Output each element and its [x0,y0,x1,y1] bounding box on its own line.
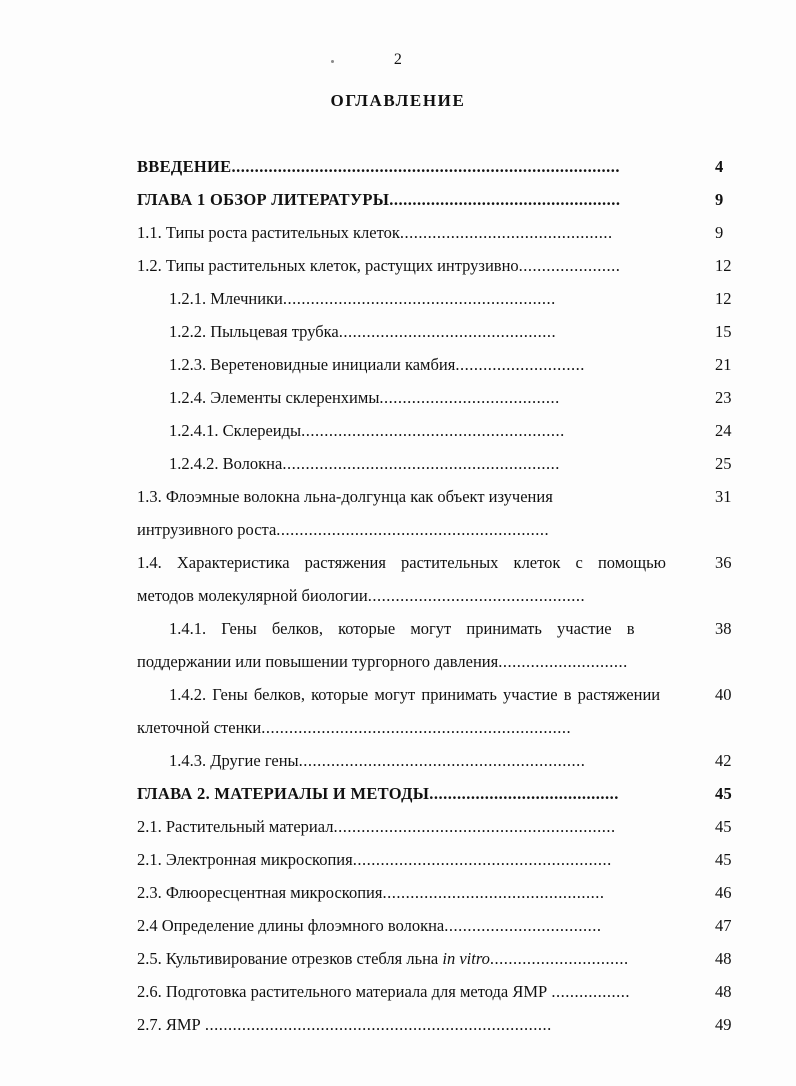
toc-entry-label-italic: in vitro [442,949,490,968]
toc-entry-line [137,183,737,216]
toc-entry-line [137,777,737,810]
toc-entry[interactable] [137,678,737,744]
toc-leader-dots: ............................................... [338,322,557,341]
toc-leader-dots: ......................................................... [301,421,565,440]
toc-leader-dots: ................................................ [382,883,605,902]
toc-page-number: 15 [715,322,732,341]
toc-leader-dots: ........................................................... [282,289,556,308]
toc-page-number: 45 [715,784,733,803]
toc-continuation-leader-dots: ............................ [498,652,628,671]
toc-entry[interactable] [137,975,737,1008]
toc-entry-label: 2.4 Определение длины флоэмного волокна [137,916,445,935]
toc-leader-dots: .................................................................................... [231,157,620,176]
toc-continuation-leader-dots: ................................................................... [261,718,572,737]
toc-entry-line [137,249,737,282]
toc-entry[interactable] [137,348,737,381]
toc-page-number: 9 [715,190,724,209]
toc-entry-line [137,480,737,513]
toc-entry-label: 2.5. Культивирование отрезков стебля льна [137,949,443,968]
table-of-contents [137,150,737,1041]
toc-entry[interactable] [137,810,737,843]
toc-entry-continuation-text: поддержании или повышении тургорного давления [137,652,499,671]
toc-leader-dots: .............................................................. [298,751,586,770]
toc-page-number: 36 [715,553,732,572]
toc-page-number: 21 [715,355,732,374]
toc-entry-label: 1.4.2. Гены белков, которые могут принимать участие в растяжении [169,685,661,704]
toc-entry-line [137,744,737,777]
page-title: ОГЛАВЛЕНИЕ [330,91,466,110]
toc-entry-label: ГЛАВА 1 ОБЗОР ЛИТЕРАТУРЫ [137,190,390,209]
toc-entry-line [137,348,737,381]
toc-entry[interactable] [137,546,737,612]
toc-entry[interactable] [137,381,737,414]
toc-entry-line [137,678,739,711]
toc-entry[interactable] [137,876,737,909]
toc-entry-line [137,975,737,1008]
toc-page-number: 45 [715,817,732,836]
toc-entry-label: 1.3. Флоэмные волокна льна-долгунца как объект изучения [137,487,553,506]
toc-leader-dots: ........................................................ [352,850,612,869]
toc-entry[interactable] [137,414,737,447]
toc-entry[interactable] [137,612,737,678]
toc-entry-label: 1.4. Характеристика растяжения растительных клеток с помощью [137,553,666,572]
toc-page-number: 24 [715,421,732,440]
toc-entry-label: ВВЕДЕНИЕ [137,157,232,176]
toc-entry[interactable] [137,150,737,183]
toc-page-number: 38 [715,619,732,638]
toc-entry-line [137,876,737,909]
toc-entry-line [137,282,737,315]
toc-leader-dots: ............................ [455,355,585,374]
toc-entry-line [137,843,737,876]
toc-entry-label: 1.2.2. Пыльцевая трубка [169,322,339,341]
toc-entry-continuation [137,513,737,546]
toc-entry-label: 2.1. Электронная микроскопия [137,850,353,869]
toc-entry-label: 1.2. Типы растительных клеток, растущих интрузивно [137,256,519,275]
toc-entry-label: 1.4.1. Гены белков, которые могут принимать участие в [169,619,635,638]
toc-entry-line [137,381,737,414]
toc-entry-line [137,546,707,579]
toc-entry-continuation [137,579,737,612]
toc-leader-dots: ........................................................................... [204,1015,552,1034]
toc-page-number: 40 [715,685,732,704]
toc-entry[interactable] [137,282,737,315]
page-folio-number: 2 [393,51,403,68]
toc-entry-line [137,942,737,975]
toc-page-number: 45 [715,850,732,869]
toc-entry[interactable] [137,744,737,777]
toc-entry[interactable] [137,942,737,975]
toc-leader-dots: ...................... [518,256,621,275]
toc-entry-label: 1.2.4.2. Волокна [169,454,283,473]
toc-entry-continuation [137,711,737,744]
toc-entry-label: 1.1. Типы роста растительных клеток [137,223,400,242]
toc-leader-dots: ......................................... [429,784,619,803]
toc-entry-line [137,612,739,645]
toc-entry-label: 1.2.3. Веретеновидные инициали камбия [169,355,456,374]
toc-page-number: 48 [715,982,732,1001]
toc-page-number: 9 [715,223,724,242]
toc-entry-line [137,1008,737,1041]
toc-page-number: 12 [715,289,732,308]
toc-leader-dots: ................. [551,982,630,1001]
toc-entry-label: 1.2.4. Элементы склеренхимы [169,388,380,407]
toc-entry-label: 2.6. Подготовка растительного материала для метода ЯМР [137,982,552,1001]
toc-entry[interactable] [137,777,737,810]
toc-entry-label: 1.4.3. Другие гены [169,751,299,770]
toc-page-number: 48 [715,949,732,968]
toc-entry[interactable] [137,216,737,249]
toc-continuation-leader-dots: ........................................................... [276,520,550,539]
toc-page-number: 49 [715,1015,732,1034]
toc-page-number: 47 [715,916,732,935]
toc-entry-continuation-text: клеточной стенки [137,718,262,737]
toc-entry-continuation-text: интрузивного роста [137,520,277,539]
toc-continuation-leader-dots: ............................................... [367,586,586,605]
toc-entry-line [137,810,737,843]
toc-page-number: 31 [715,487,732,506]
toc-page-number: 23 [715,388,732,407]
toc-page-number: 46 [715,883,732,902]
toc-entry[interactable] [137,480,737,546]
toc-page-number: 12 [715,256,732,275]
toc-leader-dots: .............................................. [399,223,613,242]
toc-entry[interactable] [137,249,737,282]
toc-page-number: 4 [715,157,724,176]
toc-entry-line [137,315,737,348]
toc-leader-dots: ............................................................. [333,817,616,836]
toc-entry-continuation [137,645,737,678]
toc-entry-label: ГЛАВА 2. МАТЕРИАЛЫ И МЕТОДЫ [137,784,430,803]
toc-entry[interactable] [137,447,737,480]
toc-entry-label: 2.1. Растительный материал [137,817,334,836]
toc-leader-dots: .................................. [444,916,602,935]
toc-page-number: 25 [715,454,732,473]
toc-entry-label: 2.3. Флюоресцентная микроскопия [137,883,383,902]
toc-page-number: 42 [715,751,732,770]
toc-entry[interactable] [137,315,737,348]
toc-entry-line [137,150,737,183]
toc-entry[interactable] [137,843,737,876]
toc-entry-continuation-text: методов молекулярной биологии [137,586,368,605]
toc-entry-line [137,447,737,480]
toc-leader-dots: ............................................................ [282,454,560,473]
toc-entry-line [137,216,737,249]
toc-entry[interactable] [137,909,737,942]
toc-leader-dots: ....................................... [379,388,560,407]
toc-entry-label: 1.2.1. Млечники [169,289,283,308]
toc-entry[interactable] [137,183,737,216]
toc-entry-label: 1.2.4.1. Склереиды [169,421,302,440]
toc-entry-line [137,414,737,447]
toc-entry[interactable] [137,1008,737,1041]
toc-leader-dots: .................................................. [389,190,621,209]
toc-leader-dots: .............................. [489,949,629,968]
toc-entry-label: 2.7. ЯМР [137,1015,205,1034]
toc-entry-line [137,909,737,942]
